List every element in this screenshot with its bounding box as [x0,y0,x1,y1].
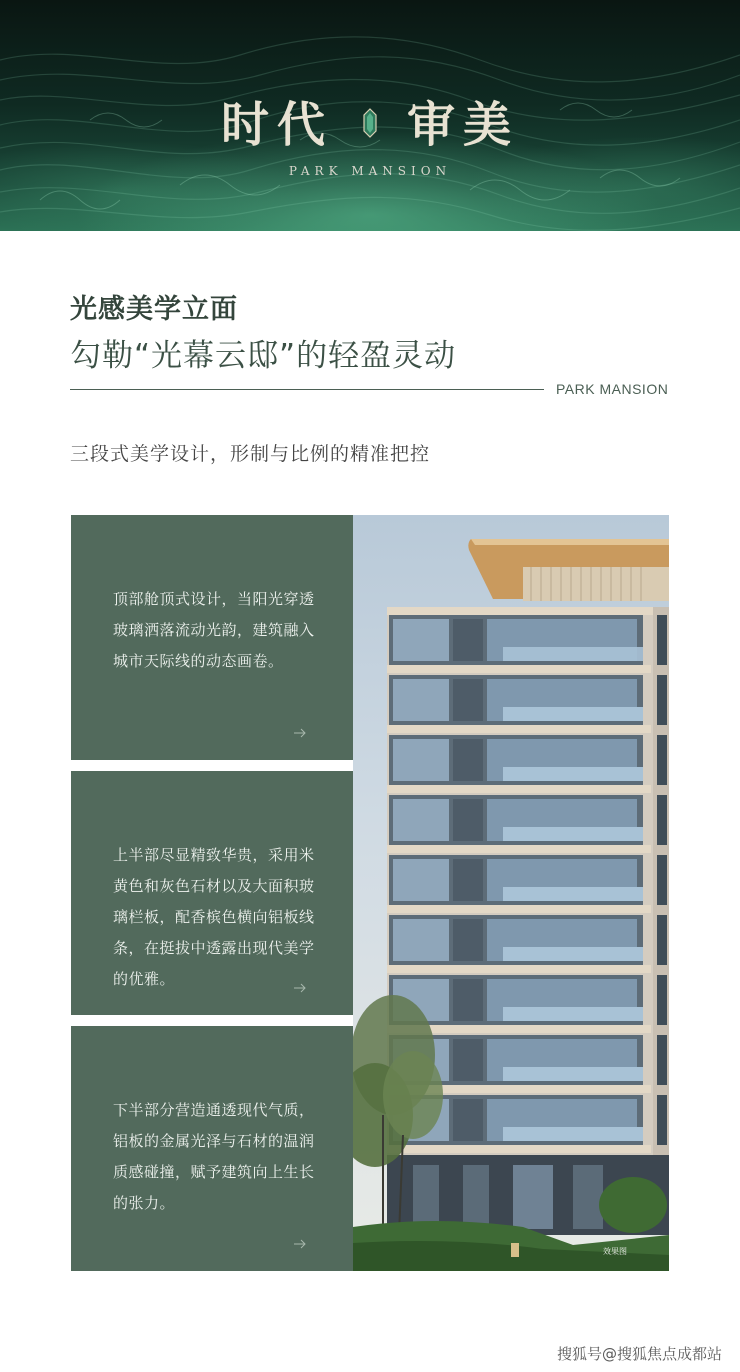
section-subtitle: 勾勒“光幕云邸”的轻盈灵动 [70,338,457,374]
section-tag: PARK MANSION [556,381,669,397]
arrow-right-icon[interactable] [293,981,307,995]
photo-caption: 效果图 [603,1247,627,1256]
intro-text: 三段式美学设计，形制与比例的精准把控 [70,443,431,465]
feature-card-bottom [71,1026,353,1271]
card-text: 上半部尽显精致华贵，采用米黄色和灰色石材以及大面积玻璃栏板，配香槟色横向铝板线条，在挺拔中透露出现代美学的优雅。 [113,846,315,988]
card-text: 顶部舱顶式设计，当阳光穿透玻璃洒落流动光韵，建筑融入城市天际线的动态画卷。 [113,590,315,670]
banner-title-left: 时代 [220,97,333,153]
arrow-right-icon[interactable] [293,726,307,740]
building-illustration [353,515,669,1271]
divider-line [70,389,544,390]
emerald-gem-icon [363,108,377,138]
section-title: 光感美学立面 [70,294,238,325]
hero-banner [0,0,740,231]
building-rendering [353,515,669,1271]
arrow-right-icon[interactable] [293,1237,307,1251]
banner-subtitle: PARK MANSION [288,164,452,178]
source-watermark: 搜狐号@搜狐焦点成都站 [556,1345,722,1363]
card-text: 下半部分营造通透现代气质，铝板的金属光泽与石材的温润质感碰撞，赋予建筑向上生长的张力。 [113,1101,315,1212]
banner-title-right: 审美 [407,97,520,153]
banner-title [0,86,740,155]
feature-card-top [71,515,353,760]
feature-card-middle [71,771,353,1015]
